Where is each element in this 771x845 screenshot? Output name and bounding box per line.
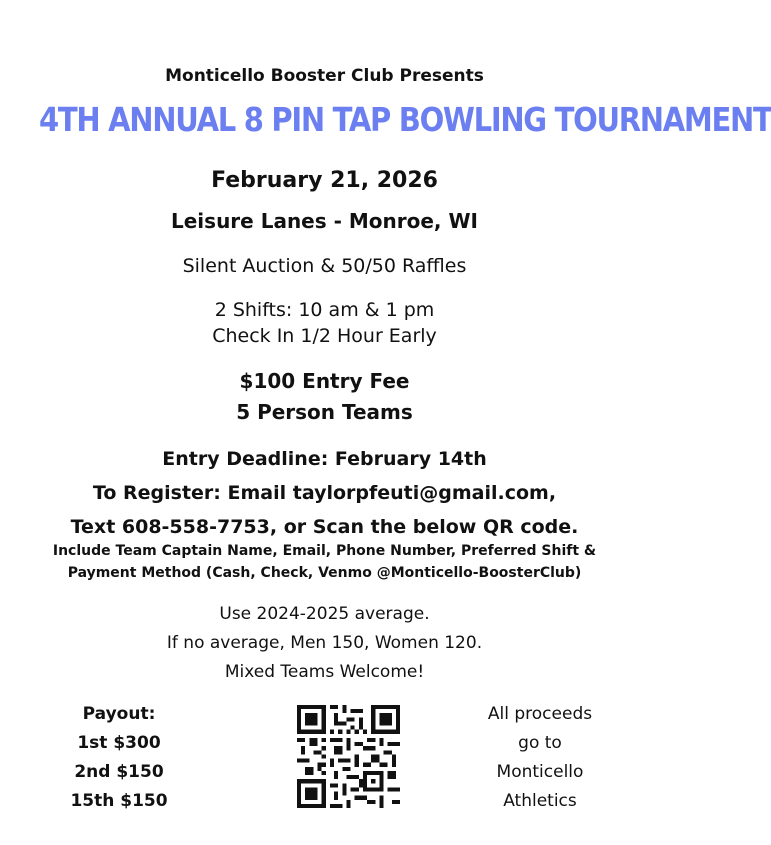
include-info [0, 540, 649, 584]
presenter-line: Monticello Booster Club Presents [165, 66, 484, 86]
entry-fee: $100 Entry Fee [239, 369, 410, 393]
include-line-1: Include Team Captain Name, Email, Phone Number, Preferred Shift & [52, 543, 597, 559]
entry-deadline: Entry Deadline: February 14th [162, 448, 487, 470]
event-venue: Leisure Lanes - Monroe, WI [171, 209, 478, 233]
include-line-2: Payment Method (Cash, Check, Venmo @Monticello-BoosterClub) [67, 565, 582, 581]
proceeds-line-2: go to [518, 733, 562, 753]
payout-heading: Payout: [82, 704, 156, 724]
team-size: 5 Person Teams [236, 400, 413, 424]
proceeds-line-3: Monticello [496, 762, 584, 782]
fee-info [0, 366, 649, 428]
qr-code-icon[interactable] [297, 705, 400, 808]
shift-times: 2 Shifts: 10 am & 1 pm [214, 299, 435, 321]
event-date: February 21, 2026 [211, 168, 438, 193]
register-text: Text 608-558-7753, or Scan the below QR code. [70, 516, 579, 538]
shift-info [0, 297, 649, 349]
tournament-title: 4TH ANNUAL 8 PIN TAP BOWLING TOURNAMENT [38, 100, 771, 139]
proceeds-line-4: Athletics [503, 791, 577, 811]
payout-list [44, 700, 194, 816]
registration-info [0, 442, 649, 544]
event-extras: Silent Auction & 50/50 Raffles [182, 255, 467, 277]
average-info [0, 600, 649, 687]
proceeds-line-1: All proceeds [487, 704, 593, 724]
payout-item: 15th $150 [70, 791, 168, 811]
proceeds-note [460, 700, 620, 816]
register-email: To Register: Email taylorpfeuti@gmail.com, [92, 482, 557, 504]
payout-item: 1st $300 [77, 733, 161, 753]
average-line-1: Use 2024-2025 average. [219, 604, 430, 624]
payout-item: 2nd $150 [74, 762, 164, 782]
average-line-2: If no average, Men 150, Women 120. [166, 633, 483, 653]
checkin-note: Check In 1/2 Hour Early [212, 325, 437, 347]
average-line-3: Mixed Teams Welcome! [224, 662, 425, 682]
